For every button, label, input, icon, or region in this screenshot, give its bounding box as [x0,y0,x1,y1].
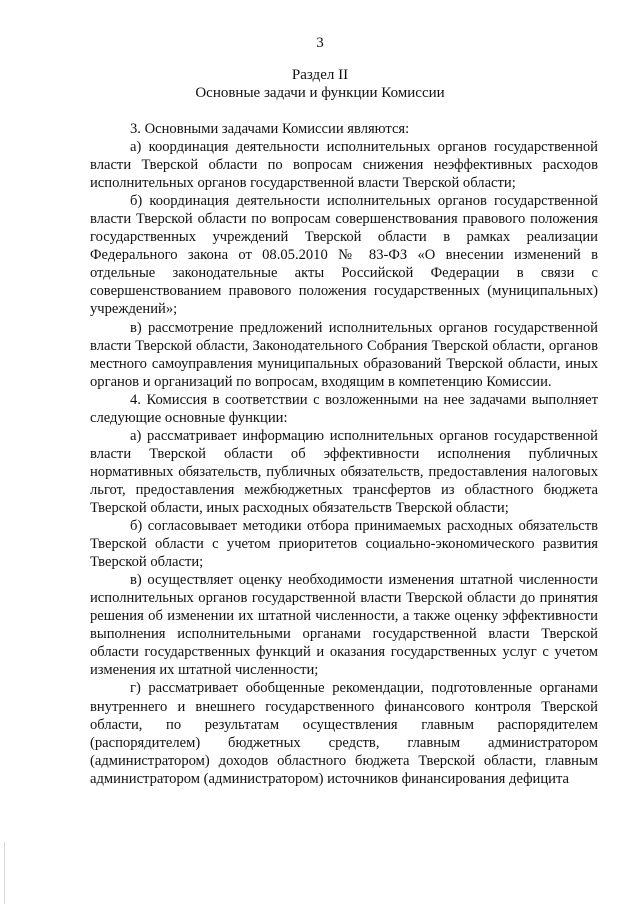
paragraph-task-c: в) рассмотрение предложений исполнительных органов государственной власти Тверской области, Законодательного Собрания Тверской области, органов местного самоуправления муниципальных образований Тверской области, иных органов и организаций по вопросам, входящим в компетенцию Комиссии. [90,319,598,390]
paragraph-task-a: а) координация деятельности исполнительных органов государственной власти Тверской области по вопросам снижения неэффективных расходов исполнительных органов государственной власти Тверской области; [90,139,598,192]
section-title: Основные задачи и функции Комиссии [195,85,445,101]
scan-edge-mark [4,842,5,904]
paragraph-function-b: б) согласовывает методики отбора принимаемых расходных обязательств Тверской области с учетом приоритетов социально-экономического развития Тверской области; [90,518,598,571]
paragraph-item-3-intro: 3. Основными задачами Комиссии являются: [130,121,410,137]
paragraph-function-d: г) рассматривает обобщенные рекомендации, подготовленные органами внутреннего и внешнего государственного финансового контроля Тверской области, по результатам осуществления главным распорядителем (распорядителем) бюджетных средств, главным администратором (администратором) доходов областного бюджета Тверской области, главным администратором (администратором) источников финансирования дефицита [90,680,598,787]
paragraph-function-c: в) осуществляет оценку необходимости изменения штатной численности исполнительных органов государственной власти Тверской области до принятия решения об изменении их штатной численности, а также оценку эффективности выполнения исполнительными органами государственной власти Тверской области государственных функций и оказания государственных услуг с учетом изменения их штатной численности; [90,572,598,679]
document-body [90,114,598,788]
paragraph-item-4-intro: 4. Комиссия в соответствии с возложенными на нее задачами выполняет следующие основные функции: [90,391,598,426]
page-number: 3 [316,35,324,51]
paragraph-function-a: а) рассматривает информацию исполнительных органов государственной власти Тверской области об эффективности исполнения публичных нормативных обязательств, публичных обязательств, предоставления налоговых льгот, предоставления межбюджетных трансфертов из областного бюджета Тверской области, иных расходных обязательств Тверской области; [90,427,598,516]
section-label: Раздел II [291,67,349,83]
paragraph-task-b: б) координация деятельности исполнительных органов государственной власти Тверской области по вопросам совершенствования правового положения государственных учреждений Тверской области в рамках реализации Федерального закона от 08.05.2010 № 83-ФЗ «О внесении изменений в отдельные законодательные акты Российской Федерации в связи с совершенствованием правового положения государственных (муниципальных) учреждений»; [90,193,598,318]
